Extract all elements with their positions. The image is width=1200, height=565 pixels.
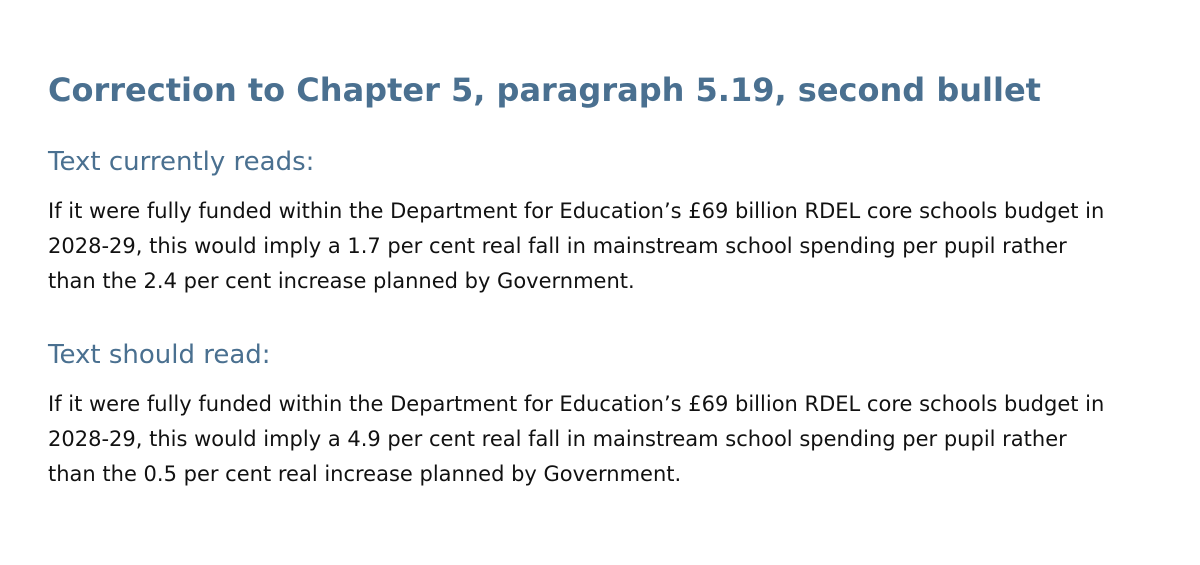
corrected-text-line: If it were fully funded within the Department for Education’s £69 billion RDEL core schools budget in (48, 392, 1105, 416)
current-text-paragraph (48, 194, 1178, 299)
current-text-line: than the 2.4 per cent increase planned by Government. (48, 269, 635, 293)
corrected-text-line: 2028-29, this would imply a 4.9 per cent real fall in mainstream school spending per pupil rather (48, 427, 1067, 451)
current-text-heading: Text currently reads: (48, 147, 315, 177)
correction-document (48, 64, 1178, 492)
current-text-line: 2028-29, this would imply a 1.7 per cent real fall in mainstream school spending per pupil rather (48, 234, 1067, 258)
corrected-text-line: than the 0.5 per cent real increase planned by Government. (48, 462, 682, 486)
corrected-text-paragraph (48, 387, 1178, 492)
current-text-line: If it were fully funded within the Department for Education’s £69 billion RDEL core schools budget in (48, 199, 1105, 223)
page-title: Correction to Chapter 5, paragraph 5.19, second bullet (48, 71, 1041, 109)
corrected-text-heading: Text should read: (48, 340, 271, 370)
